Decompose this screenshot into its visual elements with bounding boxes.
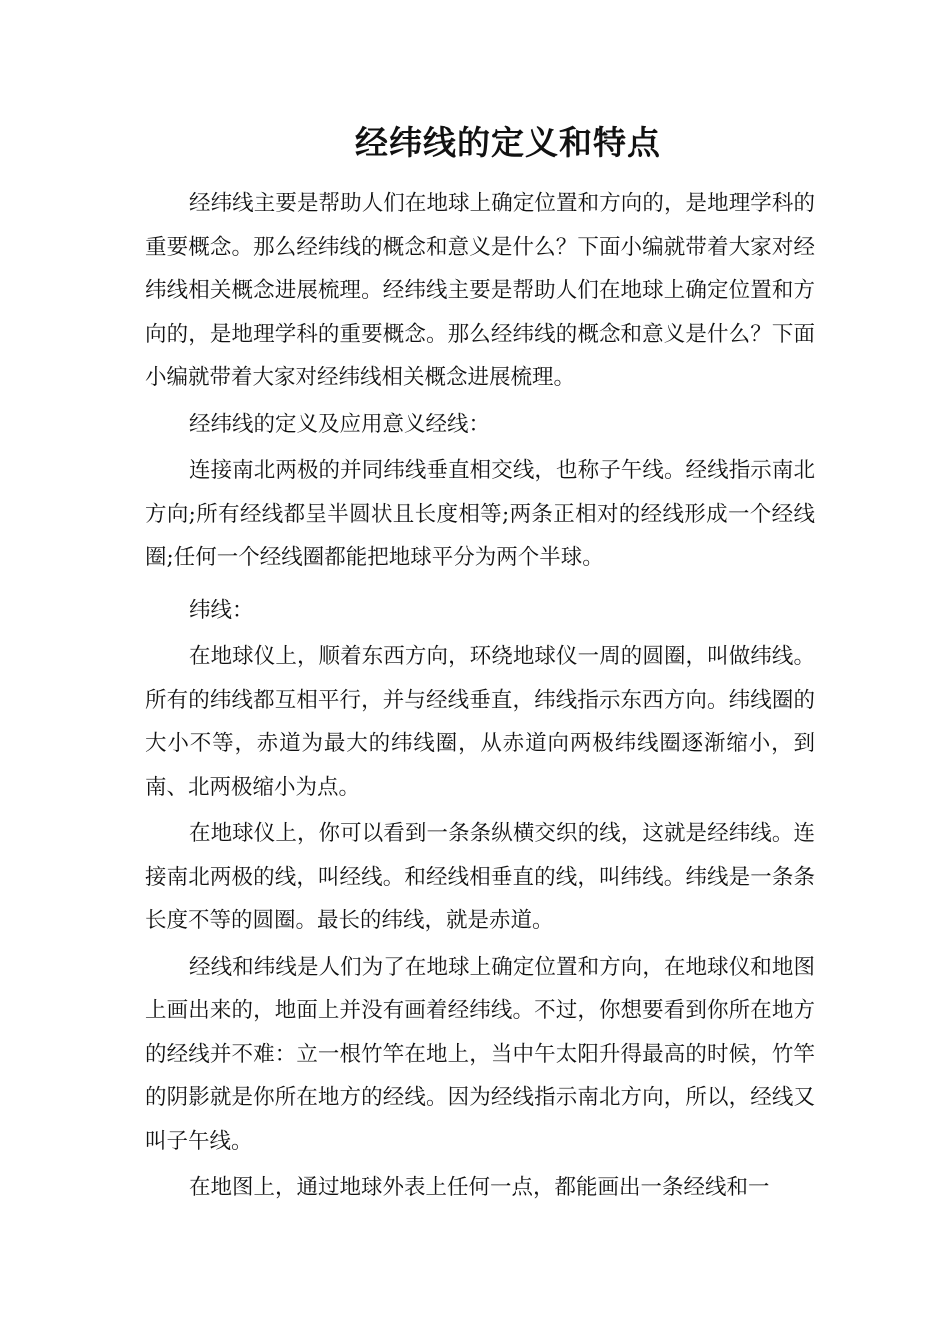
- paragraph-meridian-observation: 经线和纬线是人们为了在地球上确定位置和方向，在地球仪和地图上画出来的，地面上并没有画着经纬线。不过，你想要看到你所在地方的经线并不难：立一根竹竿在地上，当中午太阳升得最高的时候，竹竿的阴影就是你所在地方的经线。因为经线指示南北方向，所以，经线又叫子午线。: [145, 954, 815, 1154]
- paragraph-globe-lines: 在地球仪上，你可以看到一条条纵横交织的线，这就是经纬线。连接南北两极的线，叫经线。和经线相垂直的线，叫纬线。纬线是一条条长度不等的圆圈。最长的纬线，就是赤道。: [145, 821, 815, 933]
- paragraph-parallel-definition: 在地球仪上，顺着东西方向，环绕地球仪一周的圆圈，叫做纬线。所有的纬线都互相平行，并与经线垂直，纬线指示东西方向。纬线圈的大小不等，赤道为最大的纬线圈，从赤道向两极纬线圈逐渐缩小，到南、北两极缩小为点。: [145, 644, 815, 800]
- paragraph-parallel-heading: 纬线：: [189, 597, 254, 623]
- document-title: 经纬线的定义和特点: [355, 123, 661, 162]
- paragraph-map-lines: 在地图上，通过地球外表上任何一点，都能画出一条经线和一: [189, 1175, 770, 1200]
- document-body: [145, 182, 815, 1213]
- paragraph-intro: 经纬线主要是帮助人们在地球上确定位置和方向的，是地理学科的重要概念。那么经纬线的概念和意义是什么？下面小编就带着大家对经纬线相关概念进展梳理。经纬线主要是帮助人们在地球上确定位置和方向的，是地理学科的重要概念。那么经纬线的概念和意义是什么？下面小编就带着大家对经纬线相关概念进展梳理。: [145, 191, 815, 390]
- paragraph-meridian-heading: 经纬线的定义及应用意义经线：: [189, 411, 491, 437]
- paragraph-meridian-definition: 连接南北两极的并同纬线垂直相交线，也称子午线。经线指示南北方向;所有经线都呈半圆状且长度相等;两条正相对的经线形成一个经线圈;任何一个经线圈都能把地球平分为两个半球。: [145, 458, 815, 570]
